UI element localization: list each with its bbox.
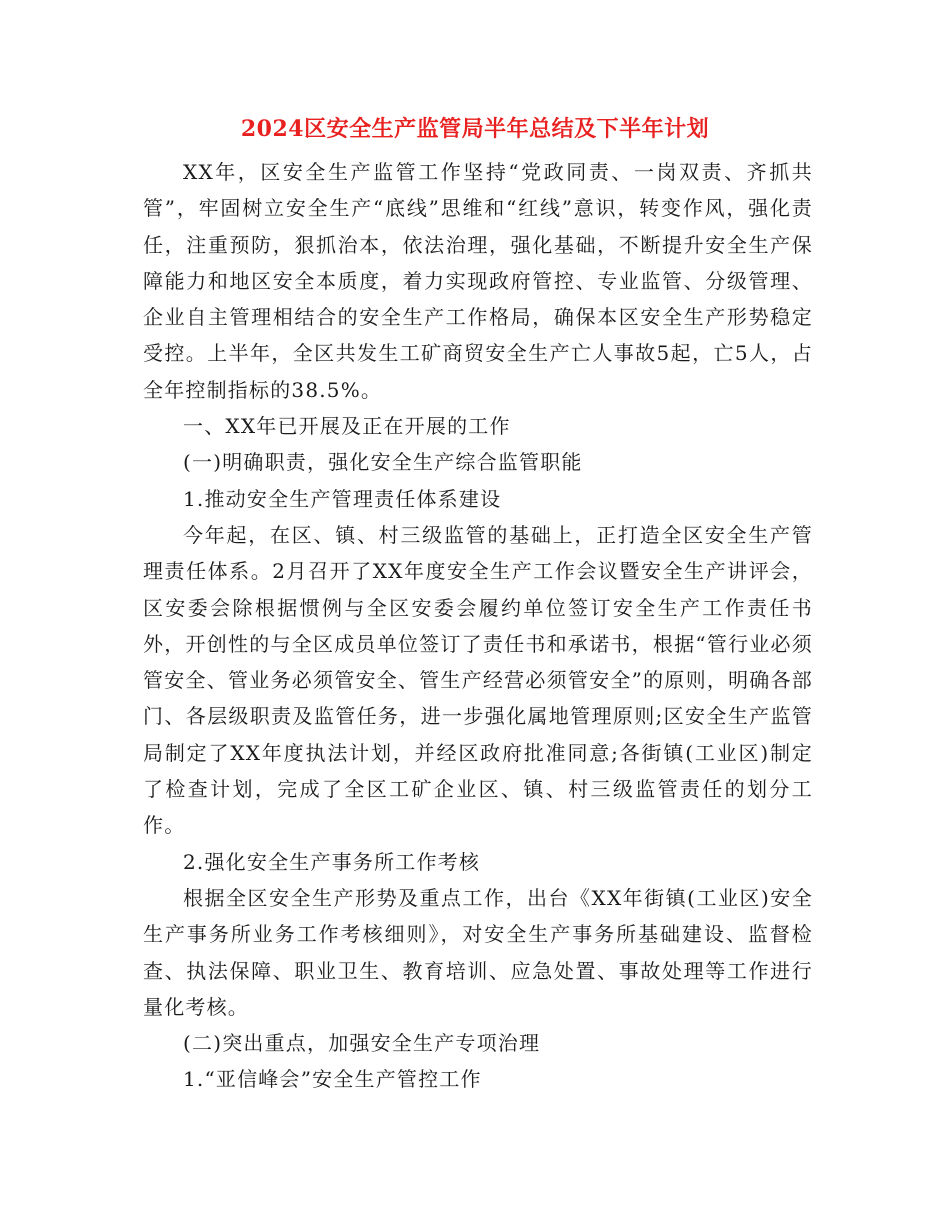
- document-title: 2024区安全生产监管局半年总结及下半年计划: [240, 116, 710, 142]
- body-paragraph: 今年起，在区、镇、村三级监管的基础上，正打造全区安全生产管理责任体系。2月召开了XX年度安全生产工作会议暨安全生产讲评会，区安委会除根据惯例与全区安委会履约单位签订安全生产工作责任书外，开创性的与全区成员单位签订了责任书和承诺书，根据“管行业必须管安全、管业务必须管安全、管生产经营必须管安全”的原则，明确各部门、各层级职责及监管任务，进一步强化属地管理原则;区安全生产监管局制定了XX年度执法计划，并经区政府批准同意;各街镇(工业区)制定了检查计划，完成了全区工矿企业区、镇、村三级监管责任的划分工作。: [143, 522, 813, 838]
- item-heading-2: 2.强化安全生产事务所工作考核: [183, 849, 481, 874]
- section-heading-1: 一、XX年已开展及正在开展的工作: [183, 414, 511, 439]
- item-heading-1: 1.推动安全生产管理责任体系建设: [183, 486, 502, 511]
- item-heading-3: 1.“亚信峰会”安全生产管控工作: [183, 1067, 482, 1092]
- subsection-heading-1: (一)明确职责，强化安全生产综合监管职能: [183, 450, 583, 475]
- body-paragraph: 根据全区安全生产形势及重点工作，出台《XX年街镇(工业区)安全生产事务所业务工作考核细则》，对安全生产事务所基础建设、监督检查、执法保障、职业卫生、教育培训、应急处置、事故处理等工作进行量化考核。: [143, 885, 813, 1019]
- subsection-heading-2: (二)突出重点，加强安全生产专项治理: [183, 1031, 541, 1056]
- document-body: [143, 154, 813, 1098]
- intro-paragraph: XX年，区安全生产监管工作坚持“党政同责、一岗双责、齐抓共管”，牢固树立安全生产“底线”思维和“红线”意识，转变作风，强化责任，注重预防，狠抓治本，依法治理，强化基础，不断提升安全生产保障能力和地区安全本质度，着力实现政府管控、专业监管、分级管理、企业自主管理相结合的安全生产工作格局，确保本区安全生产形势稳定受控。上半年，全区共发生工矿商贸安全生产亡人事故5起，亡5人，占全年控制指标的38.5%。: [143, 160, 813, 402]
